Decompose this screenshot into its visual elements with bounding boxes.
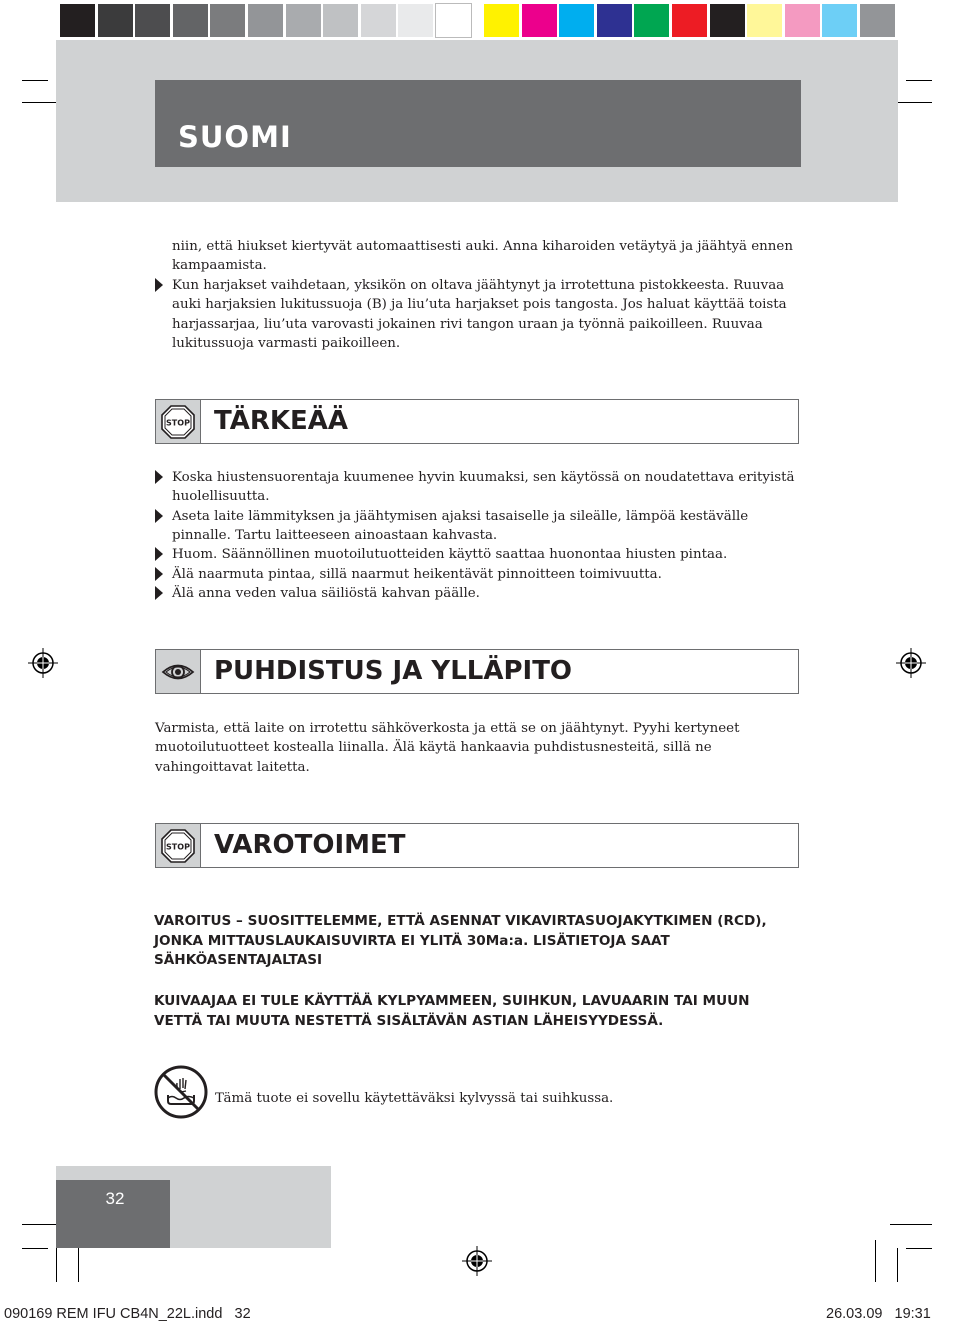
intro-continuation: niin, että hiukset kiertyvät automaattisesti auki. Anna kiharoiden vetäytyä ja jäähtyä ennen kampaamista. — [172, 239, 793, 274]
intro-bullet-text: Kun harjakset vaihdetaan, yksikön on oltava jäähtynyt ja irrotettuna pistokkeesta. Ruuvaa auki harjaksien lukitussuoja (B) ja liu’uta harjakset pois tangosta. Jos haluat käyttää toista harjassarjaa, liu’uta varovasti jokainen rivi tangon uraan ja työnnä paikoilleen. Ruuvaa lukitussuoja varmasti paikoilleen. — [172, 278, 787, 352]
stop-sign-icon — [161, 405, 195, 439]
color-swatch — [747, 4, 782, 37]
section-icon-box — [156, 400, 201, 443]
bullet-arrow-icon — [155, 586, 163, 600]
color-swatch — [634, 4, 669, 37]
bullet-arrow-icon — [155, 567, 163, 581]
bullet-arrow-icon — [155, 509, 163, 523]
color-swatch — [559, 4, 594, 37]
section-icon-box — [156, 824, 201, 867]
section-title-cleaning: PUHDISTUS JA YLLÄPITO — [214, 656, 573, 686]
crop-mark — [22, 1248, 48, 1249]
bullet-arrow-icon — [155, 278, 163, 292]
important-item-3: Huom. Säännöllinen muotoilutuotteiden käyttö saattaa huonontaa hiusten pintaa. — [172, 547, 728, 562]
section-icon-box — [156, 650, 201, 693]
water-warning: KUIVAAJAA EI TULE KÄYTTÄÄ KYLPYAMMEEN, SUIHKUN, LAVUAARIN TAI MUUN VETTÄ TAI MUUTA NESTETTÄ SISÄLTÄVÄN ASTIAN LÄHEISYYDESSÄ. — [154, 993, 750, 1029]
color-swatch — [210, 4, 245, 37]
page-title: SUOMI — [178, 120, 292, 154]
registration-mark-icon — [462, 1246, 492, 1276]
color-swatch — [484, 4, 519, 37]
color-swatch — [710, 4, 745, 37]
color-swatch — [436, 4, 471, 37]
section-important-header — [155, 399, 799, 444]
crop-mark — [906, 80, 932, 81]
color-swatch — [398, 4, 433, 37]
registration-mark-icon — [896, 648, 926, 678]
color-bar — [56, 0, 898, 40]
color-swatch — [60, 4, 95, 37]
important-item-5: Älä anna veden valua säiliöstä kahvan päälle. — [172, 586, 480, 601]
page-number: 32 — [105, 1189, 125, 1208]
color-swatch — [286, 4, 321, 37]
crop-mark — [22, 80, 48, 81]
color-swatch — [361, 4, 396, 37]
registration-mark-icon — [28, 648, 58, 678]
important-item-1: Koska hiustensuorentaja kuumenee hyvin kuumaksi, sen käytössä on noudatettava erityistä huolellisuutta. — [172, 470, 795, 505]
color-swatch — [672, 4, 707, 37]
crop-mark — [56, 1248, 57, 1282]
color-swatch — [860, 4, 895, 37]
section-title-precautions: VAROTOIMET — [214, 830, 406, 860]
color-swatch — [522, 4, 557, 37]
stop-sign-icon — [161, 829, 195, 863]
bullet-arrow-icon — [155, 470, 163, 484]
color-swatch — [785, 4, 820, 37]
color-swatch — [173, 4, 208, 37]
bullet-arrow-icon — [155, 547, 163, 561]
color-swatch — [822, 4, 857, 37]
color-swatch — [98, 4, 133, 37]
bath-note: Tämä tuote ei sovellu käytettäväksi kylvyssä tai suihkussa. — [215, 1091, 614, 1106]
crop-mark — [906, 1248, 932, 1249]
crop-mark — [890, 1224, 932, 1225]
stop-sign-label: STOP — [166, 418, 190, 428]
no-bath-icon — [154, 1065, 208, 1119]
section-cleaning-header — [155, 649, 799, 694]
crop-mark — [897, 1248, 898, 1282]
important-item-4: Älä naarmuta pintaa, sillä naarmut heikentävät pinnoitteen toimivuutta. — [172, 567, 662, 582]
color-swatch — [248, 4, 283, 37]
cleaning-text: Varmista, että laite on irrotettu sähköverkosta ja että se on jäähtynyt. Pyyhi kertyneet muotoilutuotteet kostealla liinalla. Älä käytä hankaavia puhdistusnesteitä, sillä ne vahingoittavat laitetta. — [155, 721, 740, 775]
stop-sign-label: STOP — [166, 842, 190, 852]
color-swatch — [323, 4, 358, 37]
section-title-important: TÄRKEÄÄ — [214, 406, 349, 436]
color-swatch — [597, 4, 632, 37]
slug-date-time: 26.03.09 19:31 — [826, 1306, 931, 1322]
rcd-warning: VAROITUS – SUOSITTELEMME, ETTÄ ASENNAT VIKAVIRTASUOJAKYTKIMEN (RCD), JONKA MITTAUSLAUKAISUVIRTA EI YLITÄ 30Ma:a. LISÄTIETOJA SAAT SÄHKÖASENTAJALTASI — [154, 913, 767, 969]
color-swatch — [135, 4, 170, 37]
important-item-2: Aseta laite lämmityksen ja jäähtymisen ajaksi tasaiselle ja sileälle, lämpöä kestävälle pinnalle. Tartu laitteeseen ainoastaan kahvasta. — [172, 509, 749, 544]
eye-icon — [161, 655, 195, 689]
crop-mark — [875, 1240, 876, 1282]
slug-file-info: 090169 REM IFU CB4N_22L.indd 32 — [4, 1306, 251, 1322]
section-precautions-header — [155, 823, 799, 868]
